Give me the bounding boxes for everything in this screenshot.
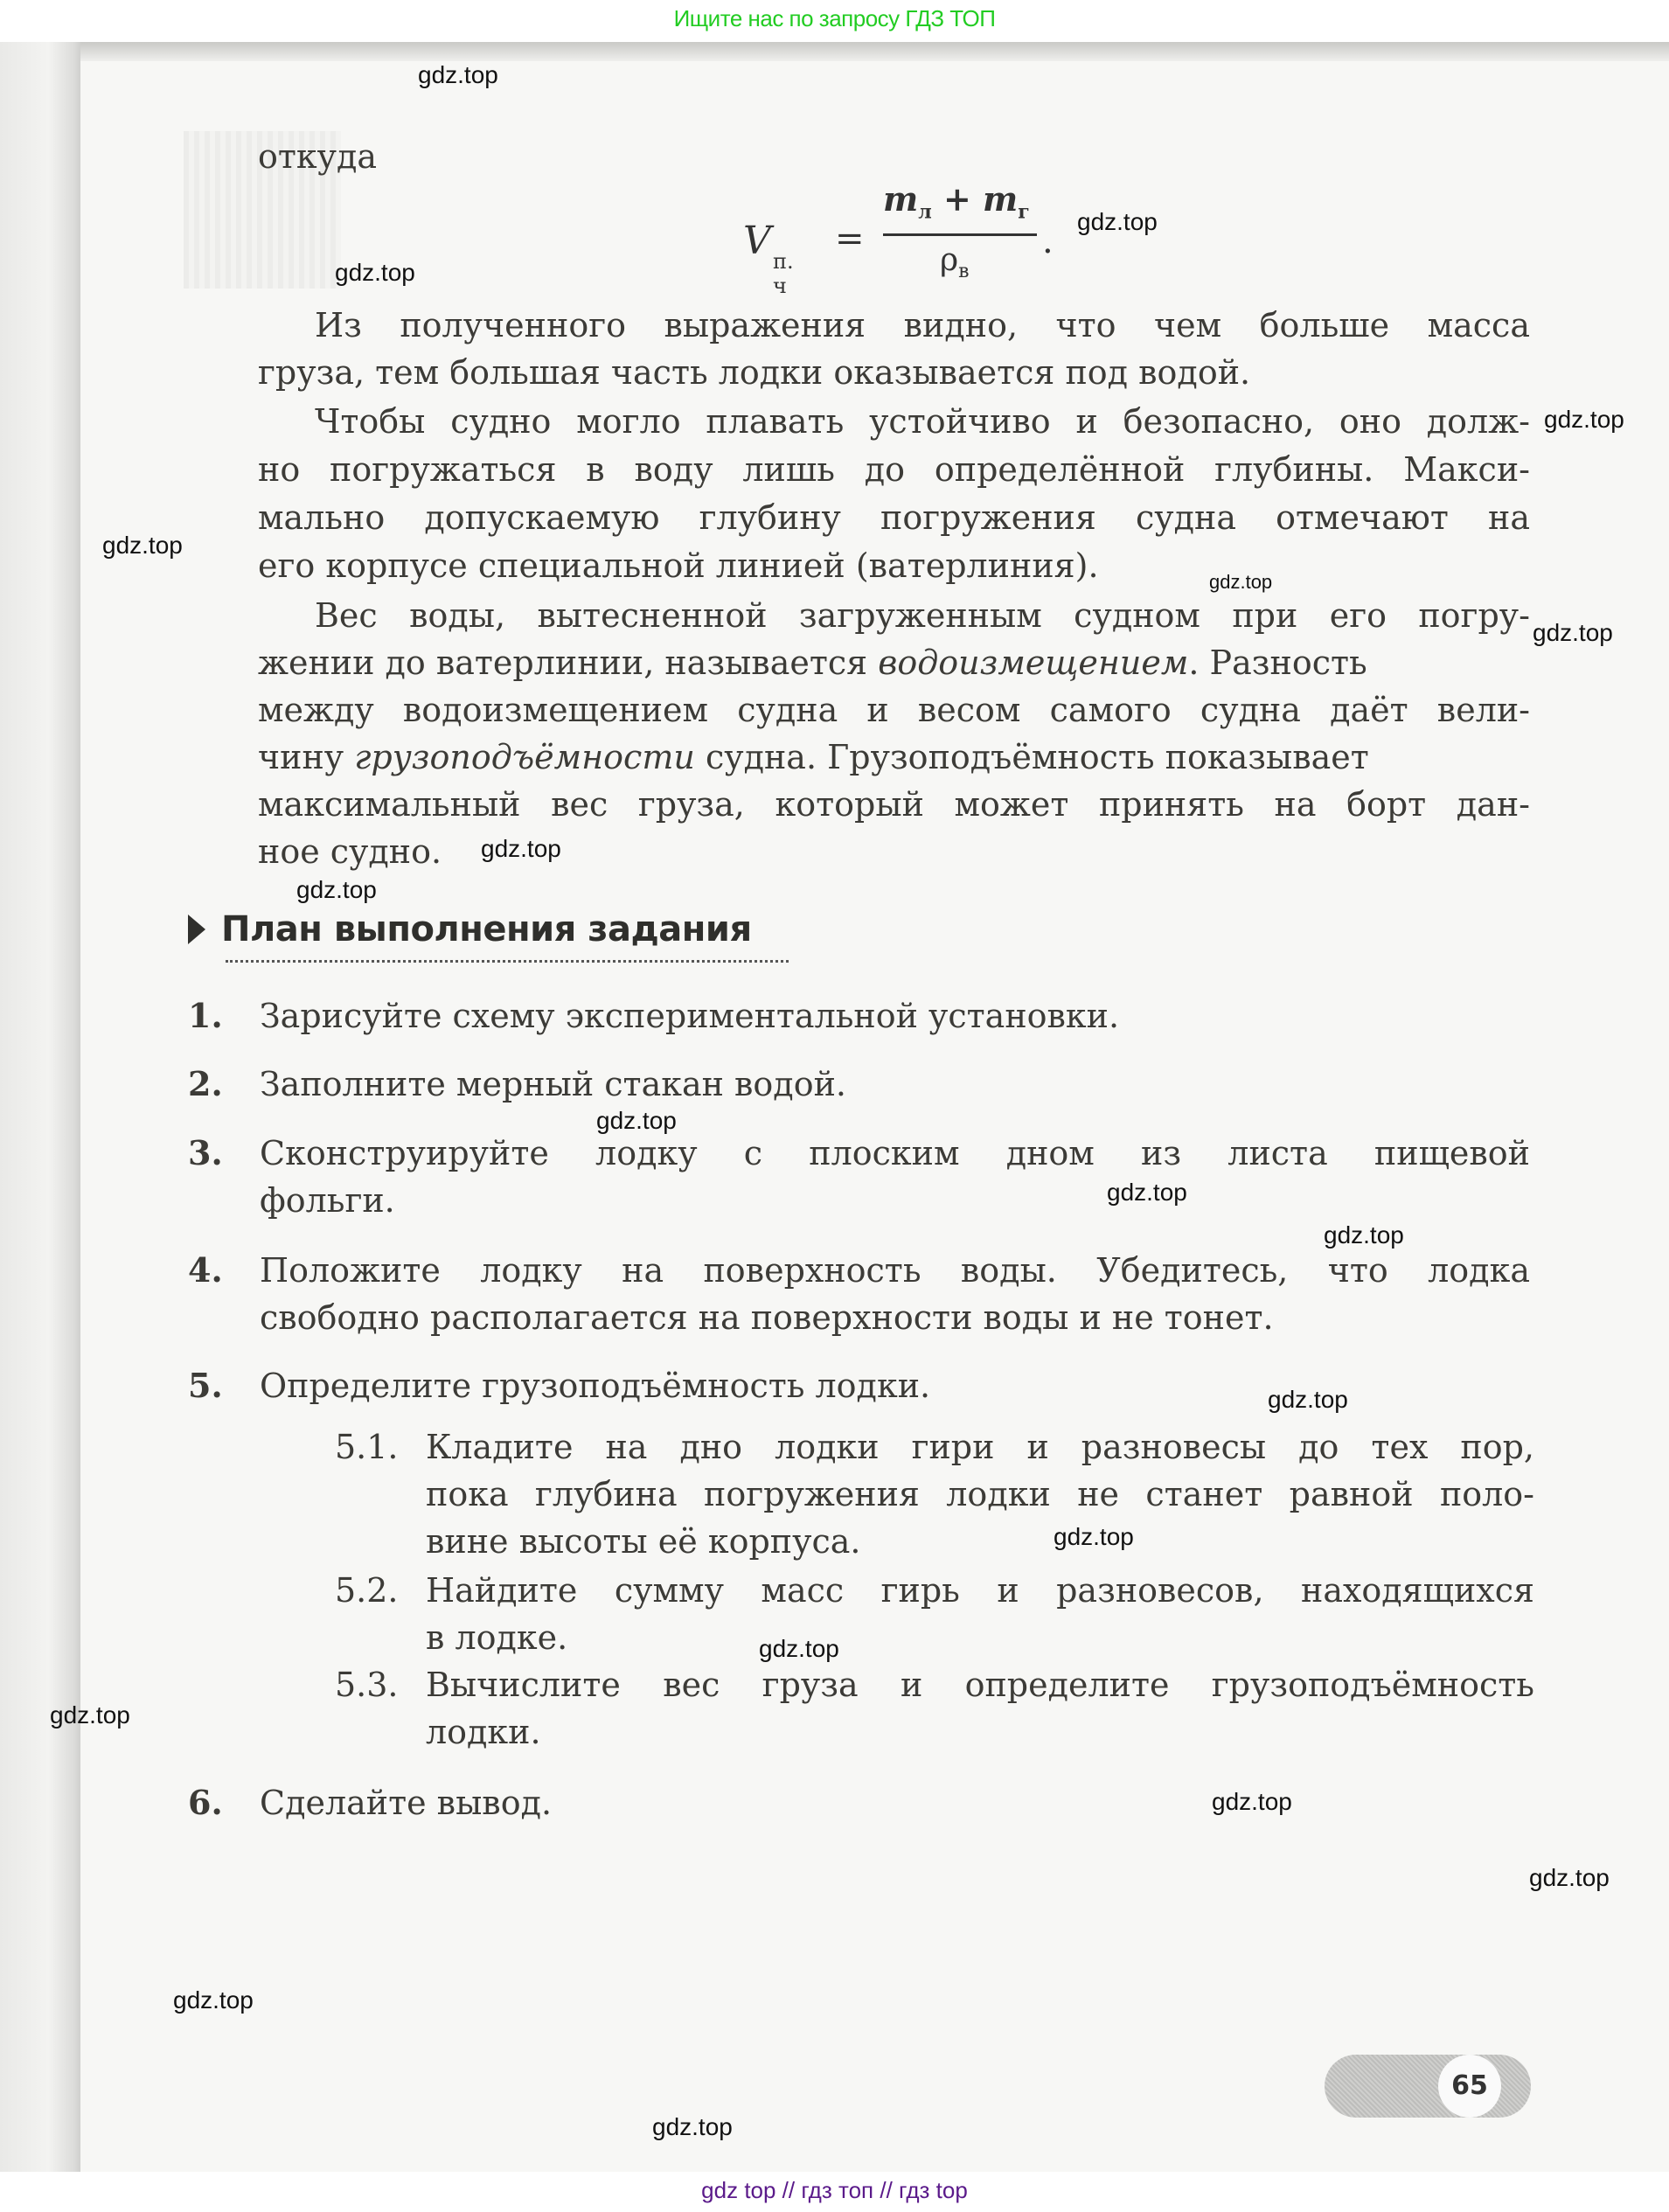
paragraph-2-line-3: мально допускаемую глубину погружения судна отмечают на — [258, 498, 1530, 537]
plan-item-4 — [188, 1247, 1534, 1343]
formula-lhs: V — [743, 219, 771, 263]
plan-item-text: Заполните мерный стакан водой. — [260, 1065, 846, 1103]
plan-item-number: 1. — [188, 996, 223, 1035]
formula-m-cargo-sub: г — [1018, 200, 1030, 224]
page-number: 65 — [1438, 2055, 1501, 2118]
watermark: gdz.top — [1268, 1386, 1348, 1413]
plan-subitem-5-3 — [335, 1661, 1534, 1756]
section-heading — [188, 909, 752, 949]
plan-subitem-text: Кладите на дно лодки гири и разновесы до тех пор, — [426, 1428, 1534, 1466]
plan-item-number: 3. — [188, 1133, 223, 1172]
plan-subitem-text-cont: вине высоты её корпуса. — [426, 1522, 861, 1561]
formula-plus: + — [931, 179, 984, 219]
formula-equals: = — [835, 219, 865, 259]
plan-item-text: Сконструируйте лодку с плоским дном из листа пищевой — [260, 1134, 1530, 1172]
watermark: gdz.top — [652, 2113, 733, 2140]
paragraph-2-line-4: его корпусе специальной линией (ватерлиния). — [258, 546, 1099, 585]
paragraph-2-line-2: но погружаться в воду лишь до определённой глубины. Макси- — [258, 450, 1530, 489]
plan-item-text-cont: свободно располагается на поверхности воды и не тонет. — [260, 1298, 1274, 1337]
plan-subitem-text-cont: лодки. — [426, 1713, 541, 1751]
plan-item-number: 6. — [188, 1783, 223, 1822]
plan-subitem-number: 5.2. — [335, 1571, 399, 1610]
plan-item-3 — [188, 1130, 1534, 1226]
text-run: чину — [258, 738, 355, 776]
watermark: gdz.top — [1054, 1523, 1134, 1550]
plan-subitem-number: 5.1. — [335, 1428, 399, 1466]
intro-word: откуда — [258, 137, 378, 176]
term-displacement: водоизмещением — [878, 643, 1189, 682]
text-run: судна. Грузоподъёмность показывает — [694, 738, 1369, 776]
plan-item-number: 5. — [188, 1366, 223, 1405]
plan-subitem-text: Вычислите вес груза и определите грузоподъёмность — [426, 1666, 1534, 1704]
watermark: gdz.top — [1212, 1788, 1292, 1815]
paragraph-3-line-4 — [258, 734, 1530, 781]
watermark: gdz.top — [1544, 406, 1624, 433]
watermark: gdz.top — [759, 1635, 839, 1662]
watermark: gdz.top — [481, 835, 561, 862]
plan-item-number: 4. — [188, 1250, 223, 1290]
page-top-shadow — [80, 42, 1669, 61]
formula-m-cargo: m — [983, 179, 1019, 219]
watermark: gdz.top — [418, 61, 498, 88]
plan-subitem-text-cont: в лодке. — [426, 1618, 568, 1657]
plan-subitem-5-1 — [335, 1423, 1534, 1565]
formula-denominator — [940, 242, 970, 282]
plan-subitem-5-2 — [335, 1567, 1534, 1661]
text-run: . Разность — [1188, 643, 1367, 682]
plan-item-text-cont: фольги. — [260, 1181, 395, 1220]
watermark: gdz.top — [1107, 1179, 1187, 1206]
watermark: gdz.top — [1533, 619, 1613, 646]
plan-subitem-text-cont: пока глубина погружения лодки не станет равной поло- — [426, 1475, 1534, 1513]
paragraph-1-line-2: груза, тем большая часть лодки оказывается под водой. — [258, 353, 1251, 392]
top-banner — [0, 0, 1669, 42]
paragraph-3-line-1: Вес воды, вытесненной загруженным судном при его погру- — [315, 596, 1530, 635]
paragraph-3-line-3: между водоизмещением судна и весом самого судна даёт вели- — [258, 691, 1530, 729]
paragraph-3-line-2 — [258, 639, 1530, 686]
watermark: gdz.top — [1209, 571, 1273, 593]
plan-item-number: 2. — [188, 1064, 223, 1103]
plan-item-6 — [188, 1779, 1534, 1826]
watermark: gdz.top — [1324, 1221, 1404, 1249]
watermark: gdz.top — [596, 1107, 677, 1134]
plan-item-1 — [188, 992, 1534, 1040]
formula-lhs-subscript: п. ч — [773, 249, 794, 298]
paragraph-3-line-6: ное судно. — [258, 832, 442, 871]
plan-subitem-text: Найдите сумму масс гирь и разновесов, находящихся — [426, 1571, 1534, 1610]
watermark: gdz.top — [1077, 208, 1158, 235]
plan-item-text: Зарисуйте схему экспериментальной установки. — [260, 997, 1120, 1035]
watermark: gdz.top — [173, 1986, 254, 2014]
paragraph-2-line-1: Чтобы судно могло плавать устойчиво и безопасно, оно долж- — [315, 402, 1530, 441]
formula-rho-sub: в — [958, 261, 970, 283]
heading-dotted-underline — [226, 960, 789, 963]
plan-item-text: Определите грузоподъёмность лодки. — [260, 1367, 931, 1405]
watermark: gdz.top — [1529, 1864, 1610, 1891]
plan-item-text: Положите лодку на поверхность воды. Убедитесь, что лодка — [260, 1251, 1530, 1290]
formula-rho: ρ — [940, 242, 959, 278]
page-spine-shadow — [0, 42, 80, 2172]
page-number-badge — [1325, 2055, 1531, 2118]
paragraph-1-line-1: Из полученного выражения видно, что чем больше масса — [315, 306, 1530, 344]
watermark: gdz.top — [335, 259, 415, 286]
plan-subitem-number: 5.3. — [335, 1666, 399, 1704]
watermark: gdz.top — [50, 1701, 130, 1729]
watermark: gdz.top — [102, 532, 183, 559]
triangle-bullet-icon — [188, 915, 205, 944]
bottom-banner-text: gdz top // гдз топ // гдз top — [701, 2177, 968, 2203]
term-carrying-capacity: грузоподъёмности — [354, 738, 695, 776]
plan-item-2 — [188, 1061, 1534, 1108]
formula-numerator — [883, 179, 1030, 224]
paragraph-3-line-5: максимальный вес груза, который может принять на борт дан- — [258, 785, 1530, 824]
section-heading-text: План выполнения задания — [221, 909, 752, 949]
formula-m-boat-sub: л — [918, 200, 932, 224]
watermark: gdz.top — [296, 876, 377, 903]
plan-item-text: Сделайте вывод. — [260, 1784, 553, 1822]
formula-period: . — [1042, 221, 1054, 261]
bottom-banner — [0, 2172, 1669, 2212]
text-run: жении до ватерлинии, называется — [258, 643, 879, 682]
formula-fraction-bar — [883, 233, 1037, 236]
top-banner-text: Ищите нас по запросу ГДЗ ТОП — [673, 5, 996, 31]
formula-m-boat: m — [883, 179, 919, 219]
